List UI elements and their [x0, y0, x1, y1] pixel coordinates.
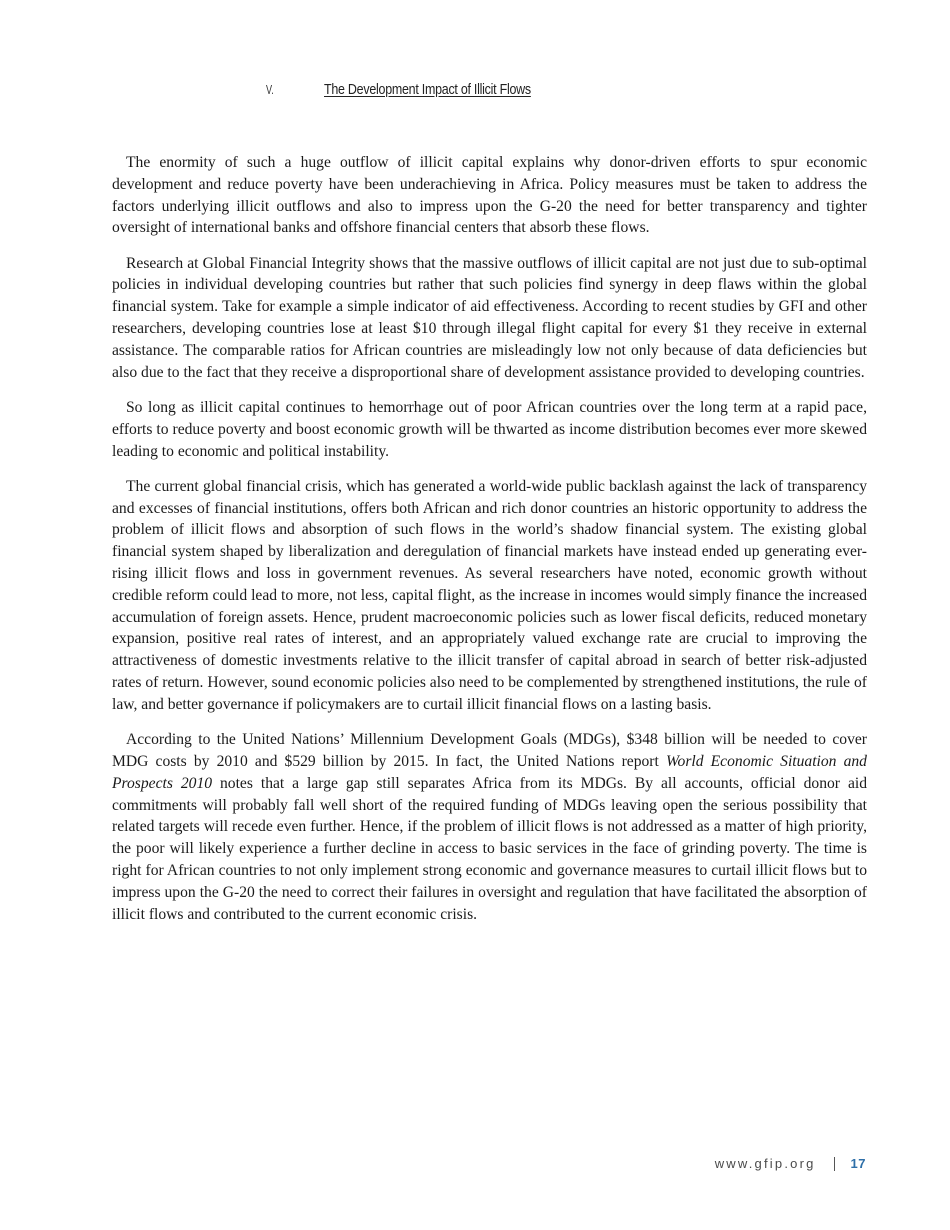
- paragraph-5: [112, 729, 867, 925]
- chapter-number: V.: [266, 82, 274, 97]
- footer-divider: [834, 1157, 835, 1171]
- body-text: [112, 152, 867, 939]
- paragraph-4: The current global financial crisis, which has generated a world-wide public backlash against the lack of transparency and excesses of financial institutions, offers both African and rich donor countries an historic opportunity to address the problem of illicit flows and absorption of such flows in the world’s shadow financial system. The existing global financial system shaped by liberalization and deregulation of financial markets have instead ended up generating ever-rising illicit flows and loss in government revenues. As several researchers have noted, economic growth without credible reform could lead to more, not less, capital flight, as the increase in incomes would simply finance the increased accumulation of foreign assets. Hence, prudent macroeconomic policies such as lower fiscal deficits, reduced monetary expansion, positive real rates of interest, and an appropriately valued exchange rate are crucial to improving the attractiveness of domestic investments relative to the illicit transfer of capital abroad in search of better risk-adjusted rates of return. However, sound economic policies also need to be complemented by strengthened institutions, the rule of law, and better governance if policymakers are to curtail illicit financial flows on a lasting basis.: [112, 477, 867, 713]
- paragraph-1: The enormity of such a huge outflow of illicit capital explains why donor-driven efforts to spur economic development and reduce poverty have been underachieving in Africa. Policy measures must be taken to address the factors underlying illicit outflows and also to impress upon the G-20 the need for better transparency and tighter oversight of international banks and offshore financial centers that absorb these flows.: [112, 154, 867, 237]
- paragraph-5-rest: notes that a large gap still separates Africa from its MDGs. By all accounts, official donor aid commitments will probably fall well short of the required funding of MDGs leaving open the serious possibility that related targets will recede even further. Hence, if the problem of illicit flows is not addressed as a matter of high priority, the poor will likely experience a further decline in access to basic services in the face of grinding poverty. The time is right for African countries to not only implement strong economic and governance measures to curtail illicit flows but to impress upon the G-20 the need to correct their failures in oversight and regulation that have facilitated the absorption of illicit flows and contributed to the current economic crisis.: [112, 774, 867, 923]
- running-header: [0, 80, 950, 104]
- paragraph-2: Research at Global Financial Integrity shows that the massive outflows of illicit capital are not just due to sub-optimal policies in individual developing countries but rather that such policies find synergy in deep flaws within the global financial system. Take for example a simple indicator of aid effectiveness. According to recent studies by GFI and other researchers, developing countries lose at least $10 through illegal flight capital for every $1 they receive in external assistance. The comparable ratios for African countries are misleadingly low not only because of data deficiencies but also due to the fact that they receive a disproportional share of development assistance provided to developing countries.: [112, 254, 867, 381]
- page-footer: [715, 1156, 866, 1171]
- website-link[interactable]: www.gfip.org: [714, 1156, 816, 1171]
- report-title: World Economic Situation and Prospects 2010: [112, 752, 867, 792]
- paragraph-5-lead: According to the United Nations’ Millennium Development Goals (MDGs), $348 billion will be needed to cover MDG costs by 2010 and $529 billion by 2015. In fact, the United Nations report: [112, 731, 867, 770]
- chapter-title: The Development Impact of Illicit Flows: [324, 82, 531, 98]
- paragraph-3: So long as illicit capital continues to hemorrhage out of poor African countries over the long term at a rapid pace, efforts to reduce poverty and boost economic growth will be thwarted as income distribution becomes ever more skewed leading to economic and political instability.: [112, 398, 867, 460]
- page-number: 17: [850, 1156, 866, 1171]
